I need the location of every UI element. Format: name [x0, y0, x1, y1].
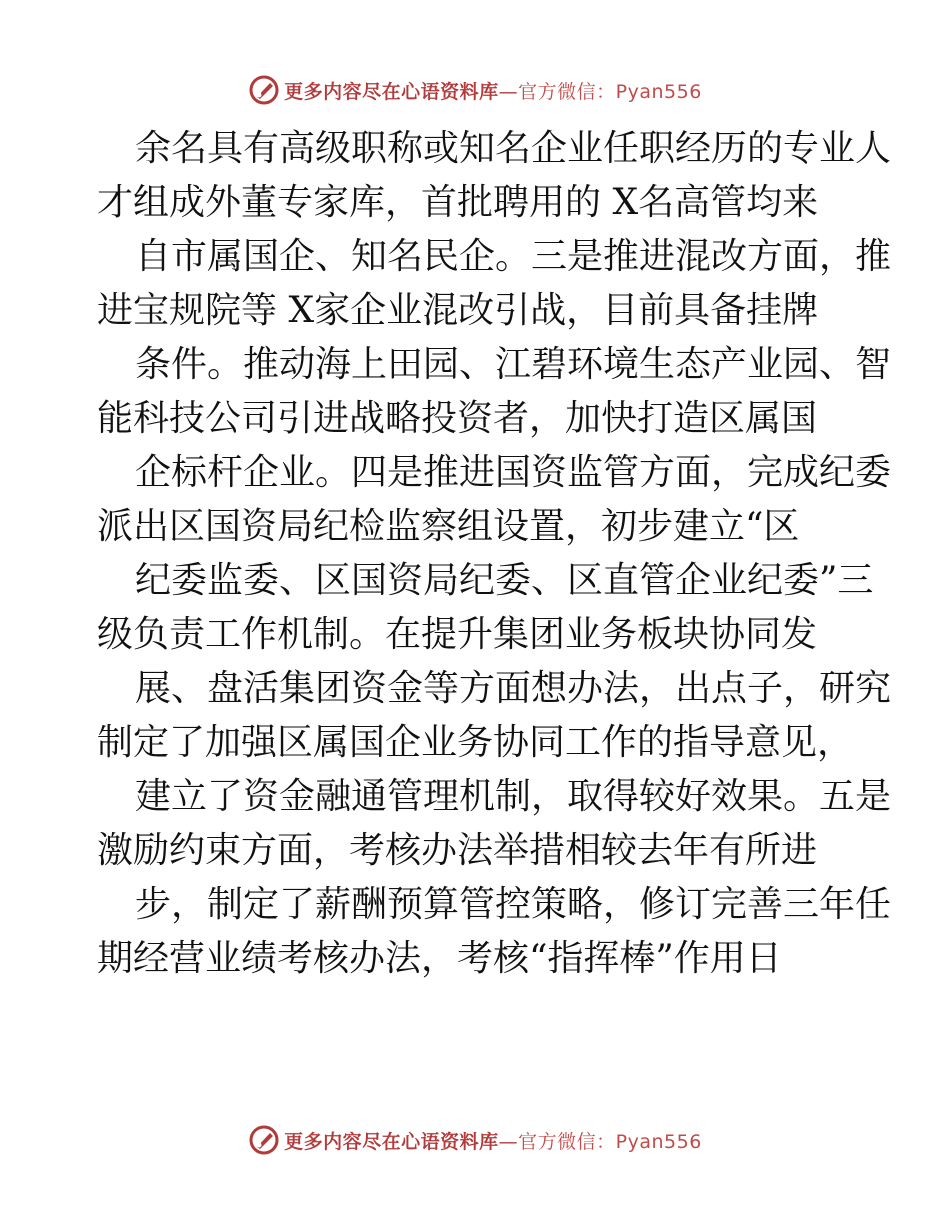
pen-circle-logo-icon — [248, 1124, 280, 1156]
body-line: 才组成外董专家库，首批聘用的 X名高管均来 — [97, 182, 819, 223]
body-line: 企标杆企业。四是推进国资监管方面，完成纪委 — [135, 452, 892, 493]
header-dash: — — [498, 80, 519, 103]
body-line: 能科技公司引进战略投资者，加快打造区属国 — [97, 398, 818, 439]
pen-circle-logo-icon — [248, 74, 280, 106]
body-line: 条件。推动海上田园、江碧环境生态产业园、智 — [135, 344, 892, 385]
body-line: 期经营业绩考核办法，考核“指挥棒”作用日 — [97, 938, 782, 979]
body-line: 级负责工作机制。在提升集团业务板块协同发 — [97, 614, 818, 655]
body-line: 制定了加强区属国企业务协同工作的指导意见， — [97, 722, 854, 763]
footer-wechat-text: 官方微信：Pyan556 — [518, 1130, 702, 1153]
body-line: 步，制定了薪酬预算管控策略，修订完善三年任 — [135, 884, 892, 925]
body-line: 进宝规院等 X家企业混改引战，目前具备挂牌 — [97, 290, 819, 331]
body-line: 激励约束方面，考核办法举措相较去年有所进 — [97, 830, 818, 871]
body-line: 自市属国企、知名民企。三是推进混改方面，推 — [135, 236, 892, 277]
body-line: 建立了资金融通管理机制，取得较好效果。五是 — [135, 776, 892, 817]
header-banner-text — [284, 77, 702, 104]
header-banner — [0, 72, 950, 108]
footer-site-text: 更多内容尽在心语资料库 — [284, 1130, 499, 1153]
footer-dash: — — [498, 1130, 519, 1153]
body-line: 余名具有高级职称或知名企业任职经历的专业人 — [135, 128, 892, 169]
header-site-text: 更多内容尽在心语资料库 — [284, 80, 499, 103]
body-line: 派出区国资局纪检监察组设置，初步建立“区 — [97, 506, 800, 547]
body-line: 展、盘活集团资金等方面想办法，出点子，研究 — [135, 668, 892, 709]
document-body — [0, 122, 950, 986]
body-line: 纪委监委、区国资局纪委、区直管企业纪委”三 — [135, 560, 874, 601]
footer-banner-text — [284, 1127, 702, 1154]
footer-banner — [0, 1122, 950, 1158]
header-wechat-text: 官方微信：Pyan556 — [518, 80, 702, 103]
